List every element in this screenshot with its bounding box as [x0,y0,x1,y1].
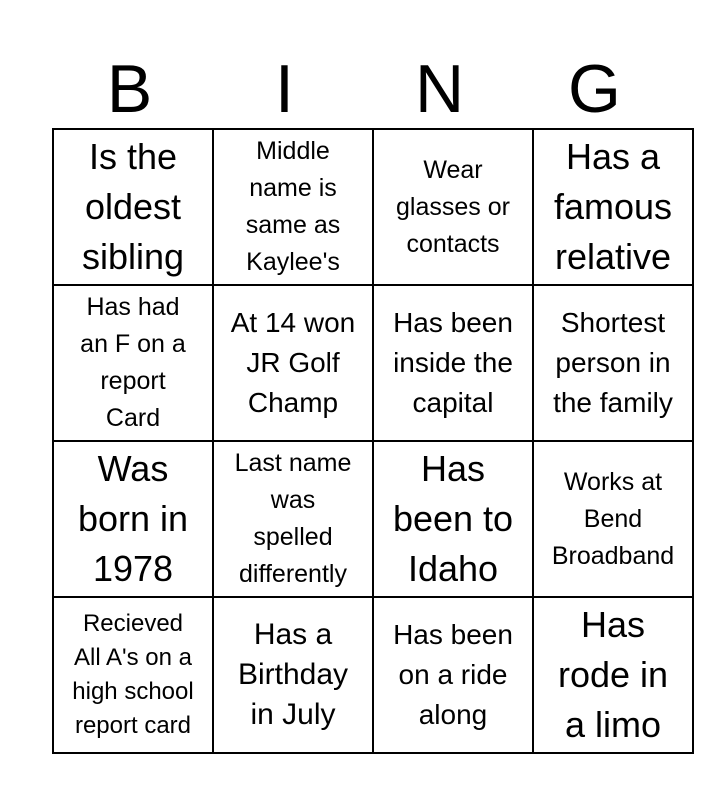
header-letter-b: B [106,51,153,127]
bingo-cell[interactable] [213,129,373,285]
cell-text: Last name was spelled differently [234,449,352,588]
bingo-cell[interactable] [53,285,213,441]
board-row [53,129,693,285]
cell-text: Has a famous relative [553,136,673,277]
cell-text: Middle name is same as Kaylee's [245,137,341,276]
cell-text: Is the oldest sibling [81,136,185,277]
cell-text: Has had an F on a report Card [80,293,186,432]
bingo-board [52,128,694,754]
bingo-cell[interactable] [533,597,693,753]
bingo-cell[interactable] [213,597,373,753]
header-letter-n: N [414,51,465,127]
board-row [53,441,693,597]
bingo-cell[interactable] [533,441,693,597]
cell-text: Has been inside the capital [393,307,513,418]
cell-text: Recieved All A's on a high school report card [72,610,194,739]
cell-text: Has been to Idaho [392,448,514,589]
cell-text: Was born in 1978 [77,448,189,589]
bingo-cell[interactable] [373,441,533,597]
bingo-cell[interactable] [53,129,213,285]
bingo-cell[interactable] [533,285,693,441]
bingo-cell[interactable] [53,441,213,597]
cell-text: Has a Birthday in July [237,618,349,731]
bingo-cell[interactable] [53,597,213,753]
board-row [53,597,693,753]
bingo-header [52,50,671,128]
bingo-cell[interactable] [213,441,373,597]
bingo-cell[interactable] [213,285,373,441]
header-letter-g: G [568,51,621,127]
bingo-cell[interactable] [373,285,533,441]
bingo-cell[interactable] [373,129,533,285]
header-letter-i: I [275,51,294,127]
bingo-cell[interactable] [373,597,533,753]
cell-text: Works at Bend Broadband [551,467,675,570]
cell-text: Has rode in a limo [557,604,669,745]
cell-text: At 14 won JR Golf Champ [230,307,356,418]
cell-text: Wear glasses or contacts [396,155,510,258]
cell-text: Has been on a ride along [393,619,513,730]
board-row [53,285,693,441]
cell-text: Shortest person in the family [553,307,673,418]
bingo-cell[interactable] [533,129,693,285]
